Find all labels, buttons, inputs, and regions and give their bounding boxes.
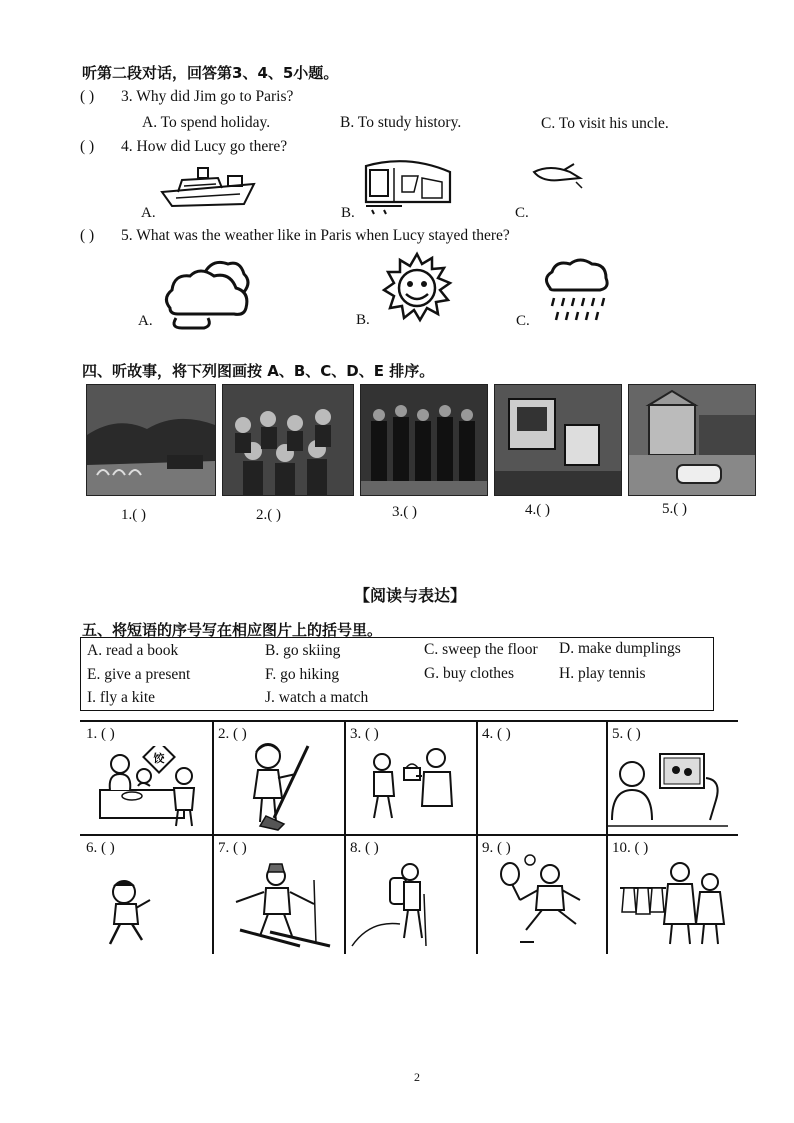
- cell-label[interactable]: 6. ( ): [86, 840, 115, 856]
- q4-label-b: B.: [341, 205, 355, 221]
- story-photo-posters: [494, 384, 622, 496]
- picture-cell-10: [606, 834, 738, 954]
- buy-clothes-picture: [616, 858, 728, 948]
- fly-kite-picture: [102, 878, 164, 950]
- cell-label[interactable]: 2. ( ): [218, 726, 247, 742]
- order-slot-4[interactable]: 4.( ): [525, 502, 550, 518]
- cell-label[interactable]: 10. ( ): [612, 840, 649, 856]
- reading-header: 【阅读与表达】: [354, 586, 467, 605]
- cell-label[interactable]: 3. ( ): [350, 726, 379, 742]
- phrase-j: J. watch a match: [265, 689, 369, 706]
- sweep-floor-picture: [238, 738, 324, 832]
- q3-option-c: C. To visit his uncle.: [541, 115, 669, 132]
- ship-icon: [158, 162, 258, 210]
- picture-cell-3: [344, 720, 476, 834]
- rainy-icon: [542, 258, 610, 328]
- story-photo-street: [628, 384, 756, 496]
- answer-paren[interactable]: ( ): [80, 138, 95, 155]
- question-4: 4. How did Lucy go there?: [121, 138, 288, 155]
- phrase-d: D. make dumplings: [559, 640, 681, 657]
- q4-label-c: C.: [515, 205, 529, 221]
- order-slot-2[interactable]: 2.( ): [256, 507, 281, 523]
- answer-paren[interactable]: ( ): [80, 88, 95, 105]
- paper-char: 饺: [153, 752, 165, 765]
- train-icon: [362, 158, 454, 216]
- cell-label[interactable]: 8. ( ): [350, 840, 379, 856]
- q5-label-a: A.: [138, 313, 153, 329]
- phrase-c: C. sweep the floor: [424, 641, 538, 658]
- order-slot-1[interactable]: 1.( ): [121, 507, 146, 523]
- story-photo-crowd: [222, 384, 354, 496]
- picture-cell-1: [80, 720, 212, 834]
- go-skiing-picture: [230, 860, 334, 950]
- question-5: 5. What was the weather like in Paris when Lucy stayed there?: [121, 227, 510, 244]
- sunny-icon: [378, 250, 456, 326]
- picture-grid: [80, 720, 738, 954]
- q4-label-a: A.: [141, 205, 156, 221]
- q5-label-c: C.: [516, 313, 530, 329]
- watch-match-picture: [606, 750, 728, 830]
- section-instruction: 五、将短语的序号写在相应图片上的括号里。: [82, 621, 383, 639]
- picture-cell-4: [476, 720, 606, 834]
- make-dumplings-picture: [98, 746, 206, 830]
- phrase-box: [80, 637, 714, 711]
- section-instruction: 听第二段对话，回答第3、4、5小题。: [82, 64, 339, 82]
- picture-cell-2: [212, 720, 344, 834]
- cloudy-icon: [160, 256, 252, 332]
- story-photo-people: [360, 384, 488, 496]
- picture-cell-6: [80, 834, 212, 954]
- cell-label[interactable]: 4. ( ): [482, 726, 511, 742]
- section-instruction: 四、听故事，将下列图画按 A、B、C、D、E 排序。: [82, 362, 435, 380]
- phrase-b: B. go skiing: [265, 642, 341, 659]
- picture-cell-8: [344, 834, 476, 954]
- question-3: 3. Why did Jim go to Paris?: [121, 88, 294, 105]
- cell-label[interactable]: 5. ( ): [612, 726, 641, 742]
- phrase-i: I. fly a kite: [87, 689, 156, 706]
- give-present-picture: [366, 746, 466, 826]
- cell-label[interactable]: 7. ( ): [218, 840, 247, 856]
- q3-option-a: A. To spend holiday.: [142, 114, 271, 131]
- cell-label[interactable]: 9. ( ): [482, 840, 511, 856]
- order-slot-3[interactable]: 3.( ): [392, 504, 417, 520]
- answer-paren[interactable]: ( ): [80, 227, 95, 244]
- order-slot-5[interactable]: 5.( ): [662, 501, 687, 517]
- q5-label-b: B.: [356, 312, 370, 328]
- cell-label[interactable]: 1. ( ): [86, 726, 115, 742]
- q3-option-b: B. To study history.: [340, 114, 462, 131]
- phrase-a: A. read a book: [87, 642, 179, 659]
- phrase-h: H. play tennis: [559, 665, 646, 682]
- picture-cell-9: [476, 834, 606, 954]
- phrase-e: E. give a present: [87, 666, 191, 683]
- picture-cell-7: [212, 834, 344, 954]
- phrase-f: F. go hiking: [265, 666, 340, 683]
- phrase-g: G. buy clothes: [424, 665, 514, 682]
- picture-cell-5: [606, 720, 738, 834]
- go-hiking-picture: [350, 860, 450, 950]
- plane-icon: [530, 162, 584, 192]
- story-photo-landscape: [86, 384, 216, 496]
- play-tennis-picture: [490, 850, 596, 950]
- page-number: 2: [414, 1070, 420, 1084]
